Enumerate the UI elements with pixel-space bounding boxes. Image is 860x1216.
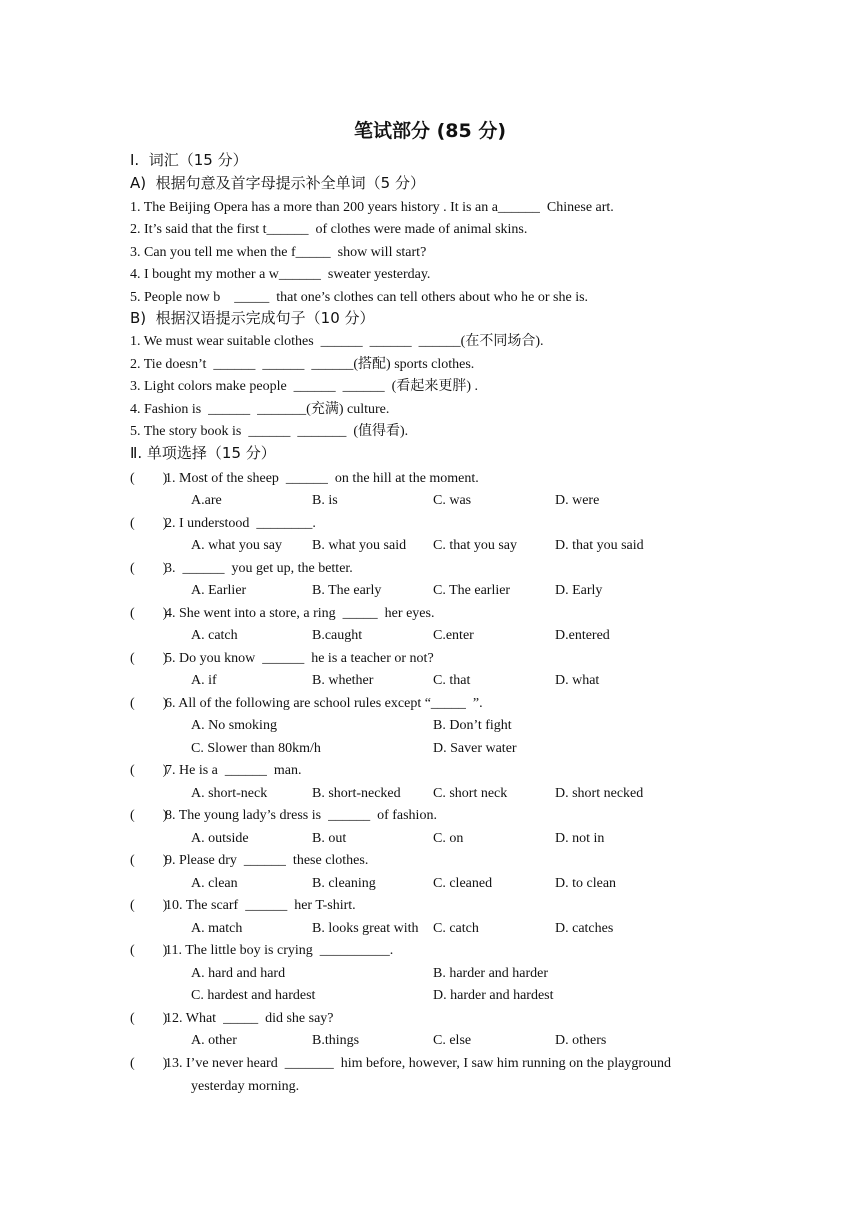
page-title: 笔试部分 (85 分) (353, 120, 507, 142)
part-a-item: 1. The Beijing Opera has a more than 200 years history . It is an a______ Chinese art. (130, 200, 614, 215)
part-a-item: 4. I bought my mother a w______ sweater yesterday. (130, 267, 431, 282)
option-d: D. others (555, 1033, 607, 1048)
option-d: D. to clean (555, 876, 617, 891)
option-c: C. catch (433, 921, 479, 936)
option-d: D. Early (555, 583, 603, 598)
option-a: A. if (191, 673, 217, 688)
question-text: 8. The young lady’s dress is ______ of fashion. (165, 808, 437, 823)
option-d: D.entered (555, 628, 610, 643)
option-b: B. Don’t fight (433, 718, 512, 733)
section-1-heading: Ⅰ. 词汇（15 分） (130, 151, 248, 169)
option-a: A. hard and hard (191, 966, 286, 981)
option-a: A. clean (191, 876, 238, 891)
option-a: A. what you say (191, 538, 282, 553)
option-a: A. match (191, 921, 243, 936)
question-text: 2. I understood ________. (165, 516, 316, 531)
part-a-heading: A) 根据句意及首字母提示补全单词（5 分） (130, 174, 425, 192)
answer-blank: ( ) (130, 763, 168, 778)
option-c: C. was (433, 493, 472, 508)
option-d: D. Saver water (433, 741, 517, 756)
answer-blank: ( ) (130, 561, 168, 576)
option-d: D. not in (555, 831, 605, 846)
option-a: A. catch (191, 628, 238, 643)
question-text: 12. What _____ did she say? (165, 1011, 334, 1026)
option-d: D. harder and hardest (433, 988, 554, 1003)
answer-blank: ( ) (130, 808, 168, 823)
option-c: C.enter (433, 628, 474, 643)
option-b: B.caught (312, 628, 363, 643)
option-b: B. cleaning (312, 876, 376, 891)
option-c: C. hardest and hardest (191, 988, 316, 1003)
option-a: A. short-neck (191, 786, 268, 801)
option-c: C. on (433, 831, 464, 846)
option-b: B. is (312, 493, 338, 508)
answer-blank: ( ) (130, 1056, 168, 1071)
answer-blank: ( ) (130, 606, 168, 621)
option-b: B. The early (312, 583, 382, 598)
answer-blank: ( ) (130, 853, 168, 868)
answer-blank: ( ) (130, 471, 168, 486)
question-text: 9. Please dry ______ these clothes. (165, 853, 369, 868)
answer-blank: ( ) (130, 696, 168, 711)
question-text: 5. Do you know ______ he is a teacher or not? (165, 651, 434, 666)
option-c: C. short neck (433, 786, 508, 801)
part-b-item: 2. Tie doesn’t ______ ______ ______(搭配) sports clothes. (130, 357, 475, 372)
answer-blank: ( ) (130, 516, 168, 531)
option-b: B. harder and harder (433, 966, 549, 981)
answer-blank: ( ) (130, 898, 168, 913)
question-text: 11. The little boy is crying __________. (165, 943, 394, 958)
part-b-item: 4. Fashion is ______ _______(充满) culture. (130, 402, 390, 417)
option-d: D. catches (555, 921, 614, 936)
question-text: 4. She went into a store, a ring _____ her eyes. (165, 606, 435, 621)
part-a-item: 3. Can you tell me when the f_____ show will start? (130, 245, 427, 260)
option-c: C. that (433, 673, 471, 688)
question-text: 1. Most of the sheep ______ on the hill at the moment. (165, 471, 479, 486)
option-c: C. cleaned (433, 876, 493, 891)
answer-blank: ( ) (130, 1011, 168, 1026)
part-a-item: 5. People now b _____ that one’s clothes can tell others about who he or she is. (130, 290, 589, 305)
question-text: 10. The scarf ______ her T-shirt. (165, 898, 356, 913)
question-text: 13. I’ve never heard _______ him before, however, I saw him running on the playground (165, 1056, 672, 1071)
question-text: 7. He is a ______ man. (165, 763, 302, 778)
question-text-continued: yesterday morning. (191, 1079, 300, 1094)
answer-blank: ( ) (130, 943, 168, 958)
option-b: B.things (312, 1033, 360, 1048)
part-b-item: 1. We must wear suitable clothes ______ ______ ______(在不同场合). (130, 334, 544, 349)
option-a: A. outside (191, 831, 249, 846)
option-c: C. that you say (433, 538, 517, 553)
part-b-heading: B) 根据汉语提示完成句子（10 分） (130, 309, 375, 327)
part-b-item: 3. Light colors make people ______ ______ (看起来更胖) . (130, 379, 479, 394)
option-d: D. were (555, 493, 600, 508)
section-2-heading: Ⅱ. 单项选择（15 分） (130, 444, 276, 462)
option-b: B. what you said (312, 538, 407, 553)
part-b-item: 5. The story book is ______ _______ (值得看). (130, 424, 409, 439)
question-text: 6. All of the following are school rules except “_____ ”. (165, 696, 483, 711)
option-d: D. what (555, 673, 600, 688)
option-b: B. short-necked (312, 786, 401, 801)
option-b: B. looks great with (312, 921, 419, 936)
option-a: A. Earlier (191, 583, 247, 598)
option-a: A.are (191, 493, 222, 508)
option-b: B. out (312, 831, 347, 846)
option-d: D. short necked (555, 786, 644, 801)
option-c: C. The earlier (433, 583, 511, 598)
option-b: B. whether (312, 673, 374, 688)
question-text: 3. ______ you get up, the better. (165, 561, 353, 576)
option-a: A. other (191, 1033, 237, 1048)
option-c: C. Slower than 80km/h (191, 741, 321, 756)
option-a: A. No smoking (191, 718, 277, 733)
option-c: C. else (433, 1033, 472, 1048)
option-d: D. that you said (555, 538, 644, 553)
answer-blank: ( ) (130, 651, 168, 666)
part-a-item: 2. It’s said that the first t______ of clothes were made of animal skins. (130, 222, 528, 237)
